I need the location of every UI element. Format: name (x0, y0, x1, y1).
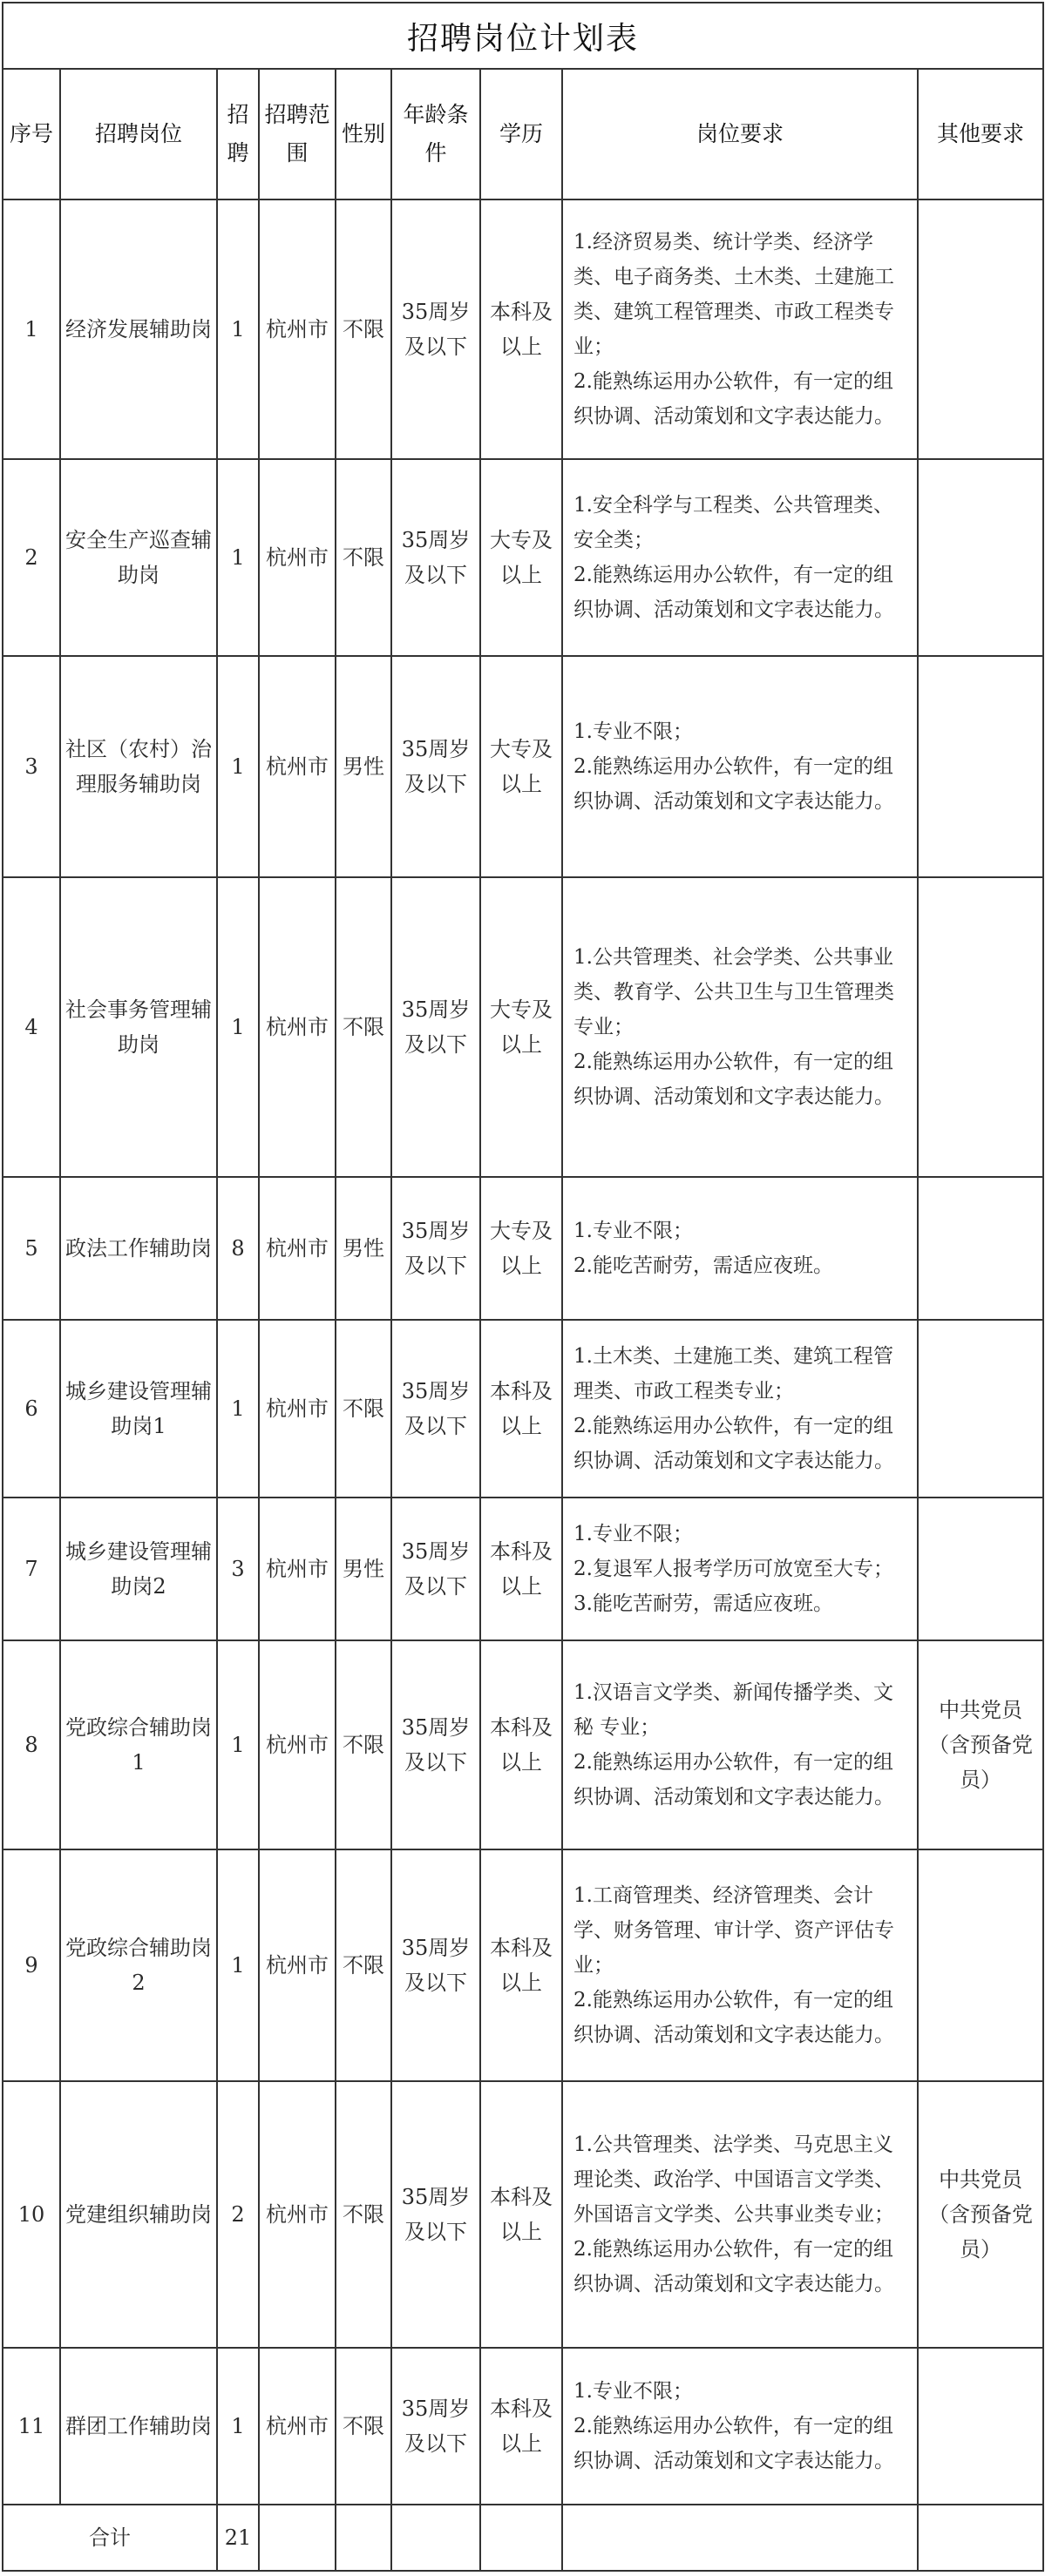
table-row (3, 1177, 1043, 1320)
total-empty-gender (336, 2505, 391, 2571)
cell-index: 10 (3, 2081, 60, 2348)
cell-index: 6 (3, 1320, 60, 1498)
title-row (3, 3, 1043, 69)
cell-education: 大专及以上 (480, 1177, 562, 1320)
cell-position: 社区（农村）治理服务辅助岗 (60, 656, 217, 877)
cell-count: 1 (217, 199, 259, 459)
cell-other (918, 656, 1043, 877)
header-requirements: 岗位要求 (562, 69, 918, 199)
cell-count: 3 (217, 1498, 259, 1640)
recruitment-plan-table (2, 2, 1044, 2572)
table-body (3, 199, 1043, 2505)
header-other: 其他要求 (918, 69, 1043, 199)
table-title: 招聘岗位计划表 (3, 3, 1043, 69)
cell-scope: 杭州市 (259, 1849, 336, 2081)
cell-gender: 不限 (336, 2348, 391, 2505)
cell-gender: 不限 (336, 1849, 391, 2081)
cell-gender: 不限 (336, 1320, 391, 1498)
table-row (3, 1849, 1043, 2081)
cell-count: 1 (217, 1849, 259, 2081)
cell-scope: 杭州市 (259, 877, 336, 1177)
cell-requirements: 1.公共管理类、法学类、马克思主义理论类、政治学、中国语言文学类、外国语言文学类、公共事业类专业； 2.能熟练运用办公软件，有一定的组织协调、活动策划和文字表达能力。 (562, 2081, 918, 2348)
cell-other (918, 199, 1043, 459)
table-row (3, 2348, 1043, 2505)
cell-education: 本科及以上 (480, 2081, 562, 2348)
table-row (3, 656, 1043, 877)
cell-requirements: 1.工商管理类、经济管理类、会计学、财务管理、审计学、资产评估专业； 2.能熟练运用办公软件，有一定的组织协调、活动策划和文字表达能力。 (562, 1849, 918, 2081)
cell-age: 35周岁及以下 (391, 1849, 480, 2081)
cell-education: 本科及以上 (480, 1320, 562, 1498)
total-empty-education (480, 2505, 562, 2571)
total-empty-requirements (562, 2505, 918, 2571)
cell-index: 9 (3, 1849, 60, 2081)
cell-other: 中共党员（含预备党员） (918, 1640, 1043, 1849)
cell-position: 城乡建设管理辅助岗1 (60, 1320, 217, 1498)
cell-count: 1 (217, 1640, 259, 1849)
cell-count: 1 (217, 459, 259, 656)
total-empty-age (391, 2505, 480, 2571)
cell-education: 大专及以上 (480, 656, 562, 877)
cell-scope: 杭州市 (259, 1177, 336, 1320)
header-index: 序号 (3, 69, 60, 199)
cell-gender: 不限 (336, 877, 391, 1177)
total-empty-other (918, 2505, 1043, 2571)
cell-age: 35周岁及以下 (391, 1177, 480, 1320)
cell-requirements: 1.专业不限； 2.能熟练运用办公软件，有一定的组织协调、活动策划和文字表达能力。 (562, 656, 918, 877)
cell-education: 本科及以上 (480, 2348, 562, 2505)
total-count: 21 (217, 2505, 259, 2571)
cell-requirements: 1.土木类、土建施工类、建筑工程管理类、市政工程类专业； 2.能熟练运用办公软件，有一定的组织协调、活动策划和文字表达能力。 (562, 1320, 918, 1498)
cell-position: 经济发展辅助岗 (60, 199, 217, 459)
cell-index: 2 (3, 459, 60, 656)
table-row (3, 1320, 1043, 1498)
header-gender: 性别 (336, 69, 391, 199)
cell-scope: 杭州市 (259, 1498, 336, 1640)
cell-position: 安全生产巡查辅助岗 (60, 459, 217, 656)
cell-requirements: 1.汉语言文学类、新闻传播学类、文秘 专业； 2.能熟练运用办公软件，有一定的组织协调、活动策划和文字表达能力。 (562, 1640, 918, 1849)
table-row (3, 199, 1043, 459)
cell-gender: 男性 (336, 1498, 391, 1640)
cell-other (918, 877, 1043, 1177)
total-empty-scope (259, 2505, 336, 2571)
cell-gender: 不限 (336, 199, 391, 459)
cell-other (918, 2348, 1043, 2505)
cell-index: 5 (3, 1177, 60, 1320)
cell-education: 大专及以上 (480, 877, 562, 1177)
cell-gender: 不限 (336, 1640, 391, 1849)
table-row (3, 1640, 1043, 1849)
header-position: 招聘岗位 (60, 69, 217, 199)
cell-age: 35周岁及以下 (391, 1640, 480, 1849)
total-row (3, 2505, 1043, 2571)
cell-other: 中共党员（含预备党员） (918, 2081, 1043, 2348)
cell-education: 本科及以上 (480, 1640, 562, 1849)
cell-scope: 杭州市 (259, 459, 336, 656)
cell-age: 35周岁及以下 (391, 877, 480, 1177)
cell-gender: 男性 (336, 656, 391, 877)
cell-gender: 不限 (336, 2081, 391, 2348)
cell-age: 35周岁及以下 (391, 459, 480, 656)
cell-age: 35周岁及以下 (391, 2348, 480, 2505)
cell-index: 1 (3, 199, 60, 459)
cell-education: 本科及以上 (480, 1498, 562, 1640)
cell-education: 本科及以上 (480, 199, 562, 459)
cell-scope: 杭州市 (259, 1640, 336, 1849)
cell-gender: 不限 (336, 459, 391, 656)
header-count: 招聘 (217, 69, 259, 199)
cell-requirements: 1.专业不限； 2.能熟练运用办公软件，有一定的组织协调、活动策划和文字表达能力。 (562, 2348, 918, 2505)
cell-other (918, 459, 1043, 656)
cell-age: 35周岁及以下 (391, 199, 480, 459)
cell-age: 35周岁及以下 (391, 656, 480, 877)
cell-count: 1 (217, 1320, 259, 1498)
total-label: 合计 (3, 2505, 217, 2571)
cell-position: 党政综合辅助岗2 (60, 1849, 217, 2081)
cell-count: 1 (217, 2348, 259, 2505)
cell-requirements: 1.公共管理类、社会学类、公共事业类、教育学、公共卫生与卫生管理类专业； 2.能熟练运用办公软件，有一定的组织协调、活动策划和文字表达能力。 (562, 877, 918, 1177)
table-row (3, 2081, 1043, 2348)
cell-count: 2 (217, 2081, 259, 2348)
cell-other (918, 1320, 1043, 1498)
cell-requirements: 1.安全科学与工程类、公共管理类、安全类； 2.能熟练运用办公软件，有一定的组织协调、活动策划和文字表达能力。 (562, 459, 918, 656)
cell-position: 党建组织辅助岗 (60, 2081, 217, 2348)
cell-age: 35周岁及以下 (391, 2081, 480, 2348)
header-scope: 招聘范围 (259, 69, 336, 199)
cell-age: 35周岁及以下 (391, 1498, 480, 1640)
cell-index: 3 (3, 656, 60, 877)
cell-count: 8 (217, 1177, 259, 1320)
cell-scope: 杭州市 (259, 199, 336, 459)
cell-position: 社会事务管理辅助岗 (60, 877, 217, 1177)
cell-position: 政法工作辅助岗 (60, 1177, 217, 1320)
table-row (3, 1498, 1043, 1640)
cell-scope: 杭州市 (259, 2081, 336, 2348)
cell-position: 城乡建设管理辅助岗2 (60, 1498, 217, 1640)
cell-index: 4 (3, 877, 60, 1177)
cell-index: 7 (3, 1498, 60, 1640)
cell-count: 1 (217, 656, 259, 877)
cell-other (918, 1177, 1043, 1320)
table-row (3, 459, 1043, 656)
cell-position: 群团工作辅助岗 (60, 2348, 217, 2505)
cell-count: 1 (217, 877, 259, 1177)
header-row (3, 69, 1043, 199)
cell-education: 本科及以上 (480, 1849, 562, 2081)
cell-education: 大专及以上 (480, 459, 562, 656)
cell-gender: 男性 (336, 1177, 391, 1320)
cell-other (918, 1498, 1043, 1640)
cell-scope: 杭州市 (259, 1320, 336, 1498)
table-row (3, 877, 1043, 1177)
cell-index: 11 (3, 2348, 60, 2505)
cell-position: 党政综合辅助岗1 (60, 1640, 217, 1849)
cell-requirements: 1.专业不限； 2.复退军人报考学历可放宽至大专； 3.能吃苦耐劳，需适应夜班。 (562, 1498, 918, 1640)
header-age: 年龄条件 (391, 69, 480, 199)
cell-requirements: 1.专业不限； 2.能吃苦耐劳，需适应夜班。 (562, 1177, 918, 1320)
cell-index: 8 (3, 1640, 60, 1849)
header-education: 学历 (480, 69, 562, 199)
cell-age: 35周岁及以下 (391, 1320, 480, 1498)
cell-requirements: 1.经济贸易类、统计学类、经济学类、电子商务类、土木类、土建施工类、建筑工程管理类、市政工程类专业； 2.能熟练运用办公软件，有一定的组织协调、活动策划和文字表达能力。 (562, 199, 918, 459)
cell-scope: 杭州市 (259, 2348, 336, 2505)
cell-scope: 杭州市 (259, 656, 336, 877)
cell-other (918, 1849, 1043, 2081)
